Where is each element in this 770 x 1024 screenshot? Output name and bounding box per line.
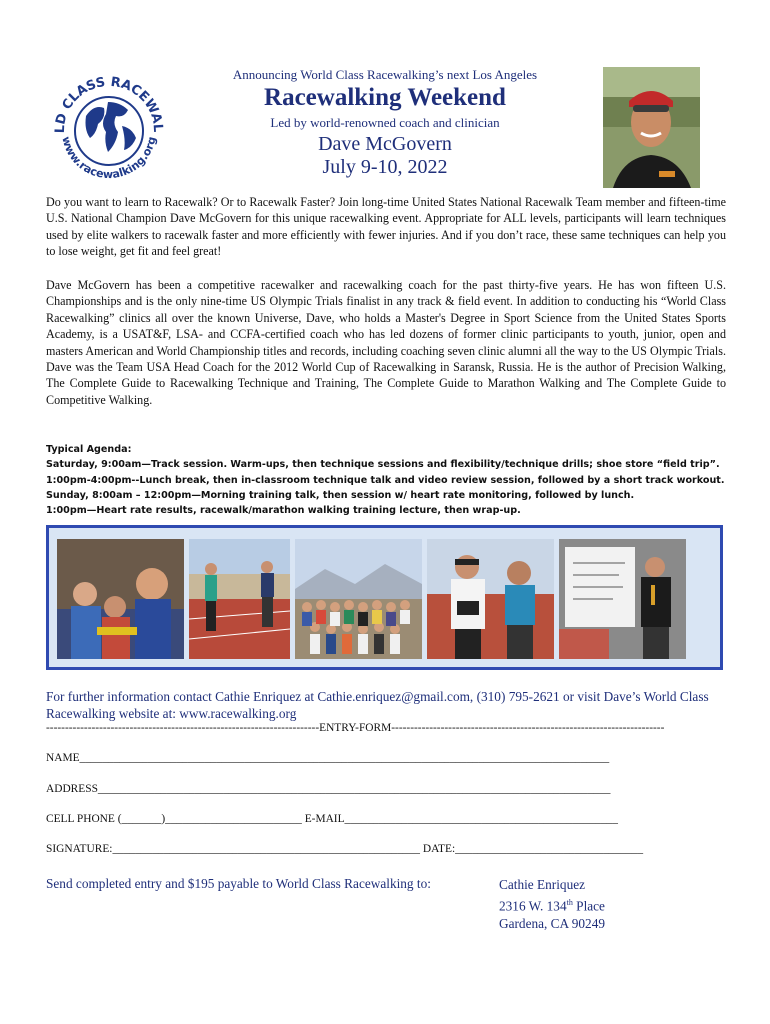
- bio-paragraph: Dave McGovern has been a competitive racewalker and racewalking coach for the past thirty-five years. He has won fifteen U.S. Championships and is the only nine-time US Olympic Trials finalist in any track & field event. In addition to conducting his “World Class Racewalking” clinics all over the known Universe, Dave, who holds a Master's Degree in Sport Science from the United States Sports Academy, is a USAT&F, LSA- and CCFA-certified coach who has led dozens of former clinic participants to youth, junior, open and masters American and World Championship titles and records, including coaching seven clinic alumni all the way to the US Olympic Trials. Dave was the Team USA Head Coach for the 2012 World Cup of Racewalking in Saransk, Russia. He is the author of Precision Walking, The Complete Guide to Racewalking Technique and Training, The Complete Guide to Marathon Walking and The Complete Guide to Competitive Walking.: [46, 278, 726, 407]
- intro-paragraph: Do you want to learn to Racewalk? Or to Racewalk Faster? Join long-time United States National Racewalk Team member and fifteen-time U.S. National Champion Dave McGovern for this unique racewalking event. Appropriate for ALL levels, participants will learn techniques used by elite walkers to racewalk faster and more efficiently with fewer injuries. And if you don’t race, these same techniques can help you to lose weight, get fit and feel great!: [46, 195, 726, 259]
- clinic-photo: [189, 539, 290, 659]
- page-title: Racewalking Weekend: [264, 84, 506, 111]
- agenda-item: 1:00pm—Heart rate results, racewalk/marathon walking training lecture, then wrap-up.: [46, 505, 521, 517]
- address-name: Cathie Enriquez: [499, 877, 586, 892]
- agenda-item: Saturday, 9:00am—Track session. Warm-ups, then technique sessions and flexibility/technique drills; shoe store “field trip”.: [46, 459, 720, 471]
- coach-photo: [603, 67, 700, 188]
- agenda-item: Sunday, 8:00am – 12:00pm—Morning training talk, then session w/ heart rate monitoring, followed by lunch.: [46, 489, 635, 501]
- send-instructions: Send completed entry and $195 payable to World Class Racewalking to:: [46, 876, 431, 891]
- lecture-photo: [559, 539, 686, 659]
- address-city: Gardena, CA 90249: [499, 916, 605, 932]
- agenda-block: [46, 442, 736, 518]
- contact-info: For further information contact Cathie Enriquez at Cathie.enriquez@gmail.com, (310) 795-2621 or visit Dave’s World Class Racewalking website at: www.racewalking.org: [46, 689, 709, 721]
- clinic-photo: [57, 539, 184, 659]
- agenda-item: 1:00pm-4:00pm--Lunch break, then in-classroom technique talk and video review session, followed by a short track workout.: [46, 474, 725, 486]
- logo-text-top: LD CLASS RACEWAL: [52, 74, 166, 134]
- address-field[interactable]: ADDRESS__________________________________________________________________________________________: [46, 783, 611, 795]
- event-dates: July 9-10, 2022: [322, 156, 448, 178]
- cell-email-field[interactable]: CELL PHONE (_______)________________________ E-MAIL________________________________________________: [46, 813, 618, 825]
- world-class-racewalking-logo: [46, 68, 172, 194]
- agenda-heading: Typical Agenda:: [46, 444, 132, 455]
- subtitle: Led by world-renowned coach and clinician: [270, 115, 500, 130]
- mailing-address: [499, 876, 605, 933]
- photo-strip: [46, 525, 723, 670]
- group-photo: [295, 539, 422, 659]
- entry-form-divider: ------------------------------------------------------------------------ENTRY-FORM------------------------------------------------------------------------: [46, 722, 665, 734]
- signature-date-field[interactable]: SIGNATURE:______________________________________________________ DATE:_________________________________: [46, 843, 644, 855]
- announcement-line: Announcing World Class Racewalking’s next Los Angeles: [232, 67, 538, 82]
- address-street: 2316 W. 134th Place: [499, 898, 605, 914]
- name-field[interactable]: NAME_____________________________________________________________________________________________: [46, 752, 610, 764]
- coach-name: Dave McGovern: [318, 133, 452, 155]
- logo-text-bottom: www.racewalking.org: [59, 135, 159, 182]
- clinic-photo: [427, 539, 554, 659]
